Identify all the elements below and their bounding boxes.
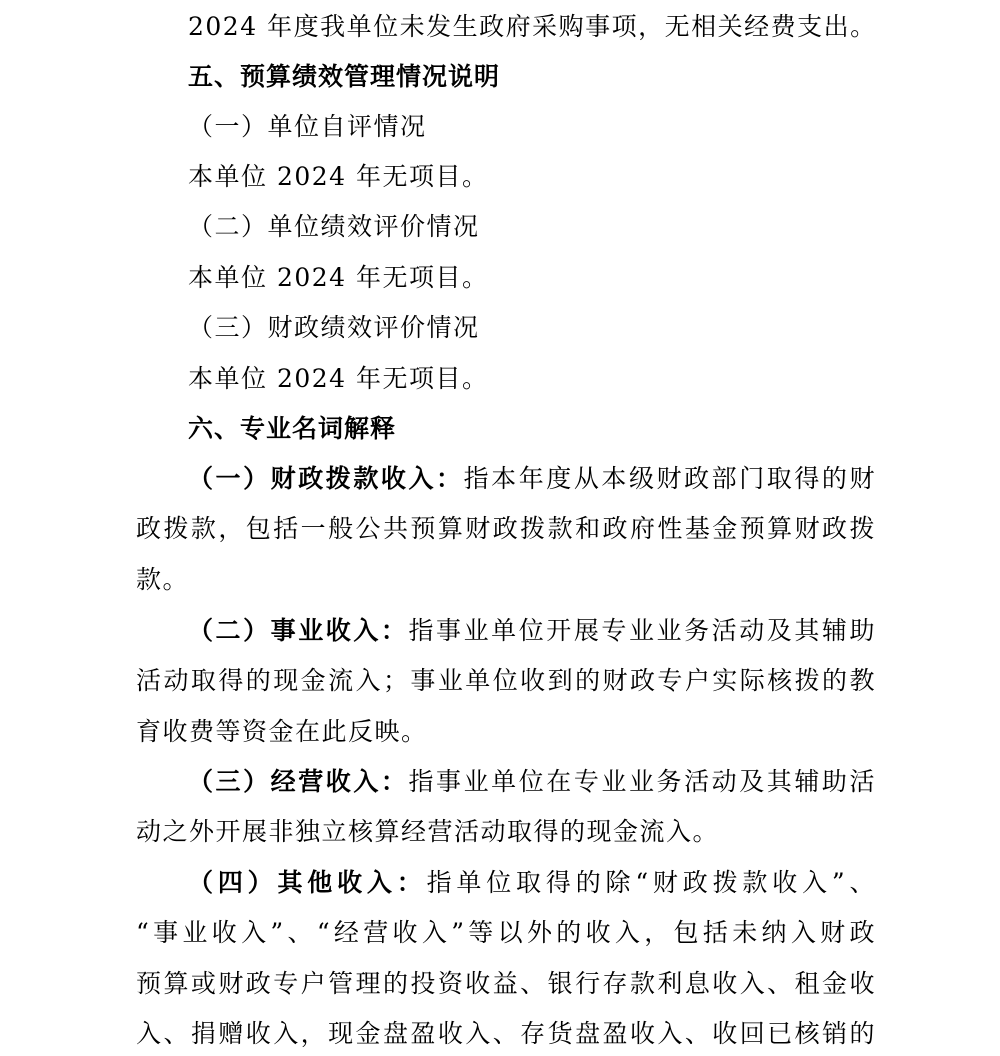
section-heading-glossary: 六、专业名词解释	[188, 414, 397, 443]
no-project-note-1: 本单位 2024 年无项目。	[188, 162, 489, 191]
no-project-note-3: 本单位 2024 年无项目。	[188, 364, 489, 393]
procurement-statement: 2024 年度我单位未发生政府采购事项，无相关经费支出。	[188, 12, 877, 41]
term-paragraph-line	[188, 462, 876, 496]
subheading-self-evaluation: （一）单位自评情况	[188, 112, 427, 141]
term-paragraph-line: 活动取得的现金流入；事业单位收到的财政专户实际核拨的教	[136, 666, 876, 695]
term-paragraph-line	[188, 765, 876, 799]
section-heading-performance: 五、预算绩效管理情况说明	[188, 62, 501, 91]
term-paragraph-line: 预算或财政专户管理的投资收益、银行存款利息收入、租金收	[136, 969, 876, 998]
term-paragraph-line	[188, 614, 876, 648]
term-definition: 指事业单位开展专业业务活动及其辅助	[408, 616, 876, 645]
term-label: （二）事业收入：	[188, 616, 409, 645]
term-paragraph-line: 育收费等资金在此反映。	[136, 717, 428, 746]
term-label: （四）其他收入：	[188, 868, 427, 897]
no-project-note-2: 本单位 2024 年无项目。	[188, 263, 489, 292]
term-label: （三）经营收入：	[188, 767, 409, 796]
term-paragraph-line: “事业收入”、“经营收入”等以外的收入，包括未纳入财政	[136, 918, 876, 947]
term-definition: 指本年度从本级财政部门取得的财	[463, 464, 876, 493]
term-definition: 指事业单位在专业业务活动及其辅助活	[408, 767, 876, 796]
term-paragraph-line: 政拨款，包括一般公共预算财政拨款和政府性基金预算财政拨	[136, 514, 876, 543]
term-label: （一）财政拨款收入：	[188, 464, 464, 493]
term-paragraph-line: 动之外开展非独立核算经营活动取得的现金流入。	[136, 817, 720, 846]
term-paragraph-line: 款。	[136, 565, 190, 594]
subheading-finance-evaluation: （三）财政绩效评价情况	[188, 313, 480, 342]
term-paragraph-line	[188, 866, 876, 900]
subheading-unit-evaluation: （二）单位绩效评价情况	[188, 212, 480, 241]
term-paragraph-line: 入、捐赠收入，现金盘盈收入、存货盘盈收入、收回已核销的	[136, 1019, 876, 1048]
term-definition: 指单位取得的除“财政拨款收入”、	[426, 868, 876, 897]
